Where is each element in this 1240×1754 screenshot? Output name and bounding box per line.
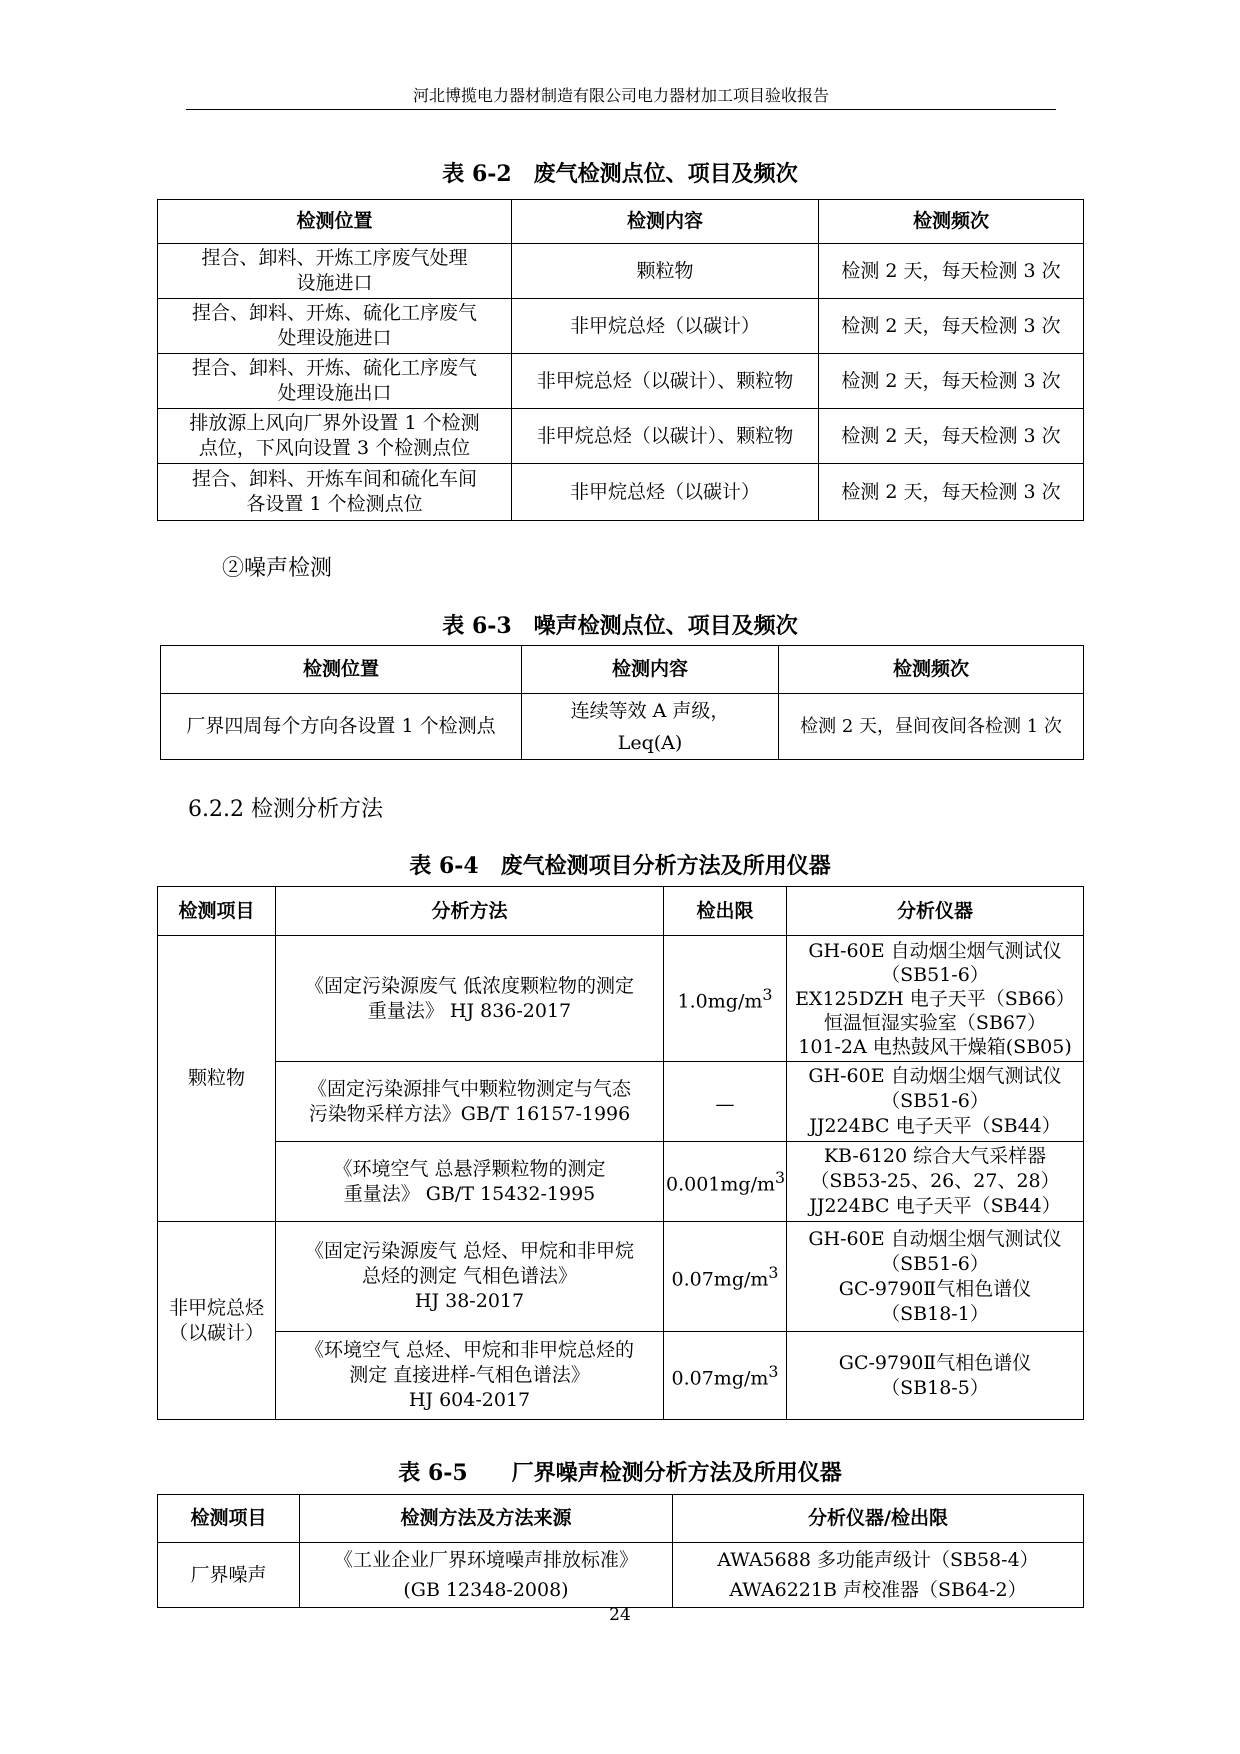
cell-location: 捏合、卸料、开炼工序废气处理 设施进口 [158, 244, 512, 299]
table-row [158, 1332, 1084, 1420]
column-header: 检测内容 [522, 646, 779, 694]
column-header: 检测频次 [819, 200, 1084, 244]
section-heading: 6.2.2 检测分析方法 [188, 797, 383, 822]
cell-frequency: 检测 2 天，昼间夜间各检测 1 次 [779, 694, 1084, 760]
cell-instruments: AWA5688 多功能声级计（SB58-4） AWA6221B 声校准器（SB64-2） [673, 1543, 1084, 1608]
cell-instruments: KB-6120 综合大气采样器 （SB53-25、26、27、28） JJ224BC 电子天平（SB44） [787, 1142, 1084, 1222]
cell-limit [664, 1062, 787, 1142]
cell-item: 厂界噪声 [158, 1543, 300, 1608]
table-6-3 [160, 645, 1084, 760]
running-header: 河北博揽电力器材制造有限公司电力器材加工项目验收报告 [412, 86, 829, 105]
cell-limit [664, 1142, 787, 1222]
table-6-4-caption: 表 6-4 废气检测项目分析方法及所用仪器 [409, 853, 831, 879]
cell-frequency: 检测 2 天，每天检测 3 次 [819, 299, 1084, 354]
cell-content: 非甲烷总烃（以碳计） [512, 299, 819, 354]
table-header-row [158, 1495, 1084, 1543]
cell-location: 厂界四周每个方向各设置 1 个检测点 [161, 694, 522, 760]
limit-unit-exponent: 3 [768, 1362, 779, 1382]
limit-value: 0.07mg/m [671, 1268, 769, 1291]
cell-method: 《固定污染源废气 总烃、甲烷和非甲烷 总烃的测定 气相色谱法》 HJ 38-2017 [276, 1222, 664, 1332]
table-header-row [161, 646, 1084, 694]
cell-frequency: 检测 2 天，每天检测 3 次 [819, 244, 1084, 299]
header-rule [186, 109, 1056, 110]
page-number: 24 [609, 1605, 631, 1625]
limit-value: 1.0mg/m [677, 990, 763, 1013]
table-6-2 [157, 199, 1084, 521]
limit-value: — [715, 1093, 735, 1116]
column-header: 检测项目 [158, 887, 276, 936]
cell-location: 捏合、卸料、开炼、硫化工序废气 处理设施进口 [158, 299, 512, 354]
cell-location: 排放源上风向厂界外设置 1 个检测 点位，下风向设置 3 个检测点位 [158, 409, 512, 464]
cell-frequency: 检测 2 天，每天检测 3 次 [819, 409, 1084, 464]
column-header: 检测项目 [158, 1495, 300, 1543]
cell-method: 《固定污染源废气 低浓度颗粒物的测定 重量法》 HJ 836-2017 [276, 936, 664, 1062]
table-6-5 [157, 1494, 1084, 1608]
cell-content: 非甲烷总烃（以碳计）、颗粒物 [512, 409, 819, 464]
column-header: 分析仪器 [787, 887, 1084, 936]
column-header: 检出限 [664, 887, 787, 936]
limit-unit-exponent: 3 [762, 985, 773, 1005]
limit-unit-exponent: 3 [768, 1263, 779, 1283]
cell-content: 非甲烷总烃（以碳计）、颗粒物 [512, 354, 819, 409]
table-row [158, 409, 1084, 464]
cell-method: 《环境空气 总烃、甲烷和非甲烷总烃的 测定 直接进样-气相色谱法》 HJ 604-2017 [276, 1332, 664, 1420]
table-row [158, 1142, 1084, 1222]
cell-limit [664, 936, 787, 1062]
table-row [161, 694, 1084, 760]
limit-value: 0.001mg/m [666, 1173, 775, 1196]
cell-content: 连续等效 A 声级， Leq(A) [522, 694, 779, 760]
column-header: 检测位置 [158, 200, 512, 244]
table-6-5-caption: 表 6-5 厂界噪声检测分析方法及所用仪器 [398, 1460, 842, 1486]
cell-limit [664, 1222, 787, 1332]
table-6-2-caption: 表 6-2 废气检测点位、项目及频次 [442, 161, 798, 187]
table-row [158, 1543, 1084, 1608]
cell-frequency: 检测 2 天，每天检测 3 次 [819, 464, 1084, 521]
cell-frequency: 检测 2 天，每天检测 3 次 [819, 354, 1084, 409]
cell-method: 《环境空气 总悬浮颗粒物的测定 重量法》 GB/T 15432-1995 [276, 1142, 664, 1222]
cell-instruments: GH-60E 自动烟尘烟气测试仪 （SB51-6） JJ224BC 电子天平（SB44） [787, 1062, 1084, 1142]
table-row [158, 464, 1084, 521]
table-6-4 [157, 886, 1084, 1420]
cell-content: 非甲烷总烃（以碳计） [512, 464, 819, 521]
cell-item: 非甲烷总烃 （以碳计） [158, 1222, 276, 1420]
column-header: 检测位置 [161, 646, 522, 694]
cell-instruments: GH-60E 自动烟尘烟气测试仪 （SB51-6） EX125DZH 电子天平（SB66） 恒温恒湿实验室（SB67） 101-2A 电热鼓风干燥箱(SB05) [787, 936, 1084, 1062]
column-header: 检测内容 [512, 200, 819, 244]
cell-method: 《工业企业厂界环境噪声排放标准》 (GB 12348-2008) [300, 1543, 673, 1608]
cell-content: 颗粒物 [512, 244, 819, 299]
cell-instruments: GC-9790Ⅱ气相色谱仪 （SB18-5） [787, 1332, 1084, 1420]
table-row [158, 354, 1084, 409]
table-header-row [158, 887, 1084, 936]
cell-location: 捏合、卸料、开炼、硫化工序废气 处理设施出口 [158, 354, 512, 409]
table-row [158, 1222, 1084, 1332]
noise-heading: ②噪声检测 [222, 556, 333, 581]
cell-item: 颗粒物 [158, 936, 276, 1222]
limit-value: 0.07mg/m [671, 1367, 769, 1390]
table-row [158, 299, 1084, 354]
cell-method: 《固定污染源排气中颗粒物测定与气态 污染物采样方法》GB/T 16157-1996 [276, 1062, 664, 1142]
column-header: 分析仪器/检出限 [673, 1495, 1084, 1543]
cell-instruments: GH-60E 自动烟尘烟气测试仪 （SB51-6） GC-9790Ⅱ气相色谱仪 （SB18-1） [787, 1222, 1084, 1332]
table-6-3-caption: 表 6-3 噪声检测点位、项目及频次 [442, 613, 798, 639]
table-row [158, 244, 1084, 299]
table-header-row [158, 200, 1084, 244]
cell-limit [664, 1332, 787, 1420]
table-row [158, 936, 1084, 1062]
column-header: 检测频次 [779, 646, 1084, 694]
column-header: 检测方法及方法来源 [300, 1495, 673, 1543]
limit-unit-exponent: 3 [775, 1168, 786, 1188]
cell-location: 捏合、卸料、开炼车间和硫化车间 各设置 1 个检测点位 [158, 464, 512, 521]
table-row [158, 1062, 1084, 1142]
column-header: 分析方法 [276, 887, 664, 936]
